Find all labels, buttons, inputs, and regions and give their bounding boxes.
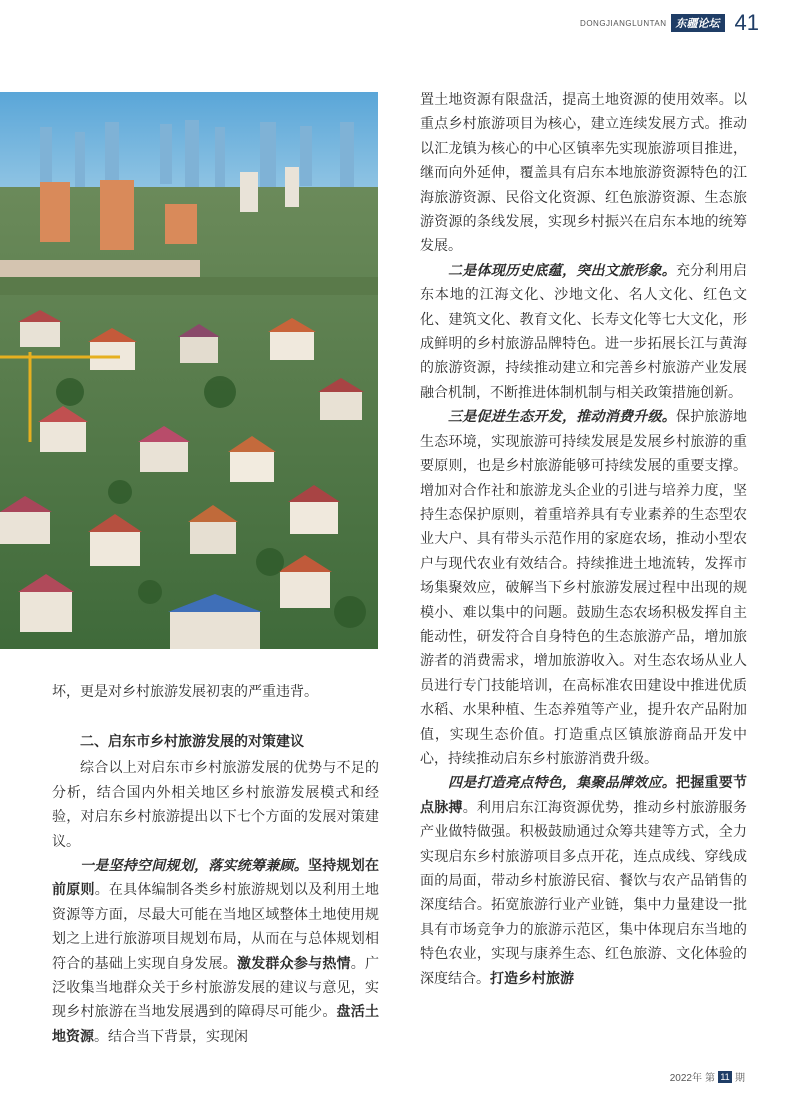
paragraph-text: 。利用启东江海资源优势，推动乡村旅游服务产业做特做强。积极鼓励通过众筹共建等方式，全力实现启东乡村旅游项目多点开花，连点成线、穿线成面的局面，带动乡村旅游民宿、餐饮与农产品销售的深度结合。拓宽旅游行业产业链，集中力量建设一批具有市场竞争力的旅游示范区，集中体现启东当地的特色农业，实现与康养生态、红色旅游、文化体验的深度结合。 <box>420 799 748 987</box>
bold-phrase: 打造乡村旅游 <box>490 970 574 987</box>
footer-year: 2022年 <box>669 1073 702 1084</box>
left-column <box>52 730 379 1049</box>
paragraph-text: 。结合当下背景，实现闲 <box>94 1028 248 1045</box>
paragraph-text: 。在具体编制各类乡村旅游规划以及利用土地资源等方面，尽最大可能在当地区域整体土地使用规划之上进行旅游项目规划布局，从而在与总体规划相符合的基础上实现自身发展。 <box>52 882 380 972</box>
town-photo-illustration <box>0 92 378 649</box>
bold-phrase: 盘活土地资源 <box>52 1004 380 1045</box>
footer-qi: 期 <box>735 1073 745 1084</box>
paragraph-text: 。广泛收集当地群众关于乡村旅游发展的建议与意见，实现乡村旅游在当地发展遇到的障碍尽可能少。 <box>52 955 380 1021</box>
point-lead: 二是体现历史底蕴，突出文旅形象。 <box>448 262 676 279</box>
paragraph <box>52 854 379 1049</box>
section-heading: 二、启东市乡村旅游发展的对策建议 <box>80 734 304 750</box>
paragraph-text: 保护旅游地生态环境，实现旅游可持续发展是发展乡村旅游的重要原则，也是乡村旅游能够可持续发展的重要支撑。增加对合作社和旅游龙头企业的引进与培养力度，坚持生态保护原则，着重培养具有专业素养的生态型农业大户、具有带头示范作用的家庭农场，推动小型农户与现代农业有效结合。持续推进土地流转，发挥市场集聚效应，破解当下乡村旅游发展过程中出现的规模小、难以集中的问题。鼓励生态农场积极发挥自主能动性，研发符合自身特色的生态旅游产品，增加旅游者的消费需求，增加旅游收入。对生态农场从业人员进行专门技能培训，在高标准农田建设中推进优质水稻、水果种植、生态养殖等产业，提升农产品附加值，实现生态价值。打造重点区镇旅游商品开发中心，持续推动启东乡村旅游消费升级。 <box>420 409 747 767</box>
point-lead: 四是打造亮点特色，集聚品牌效应。 <box>448 775 676 792</box>
issue-number: 11 <box>718 1071 732 1083</box>
paragraph <box>420 259 747 405</box>
point-lead: 三是促进生态开发，推动消费升级。 <box>448 409 676 426</box>
paragraph-text: 充分利用启东本地的江海文化、沙地文化、名人文化、红色文化、建筑文化、教育文化、长寿文化等七大文化，形成鲜明的乡村旅游品牌特色。进一步拓展长江与黄海的旅游资源，持续推动建立和完善乡村旅游产业发展融合机制，不断推进体制机制与相关政策措施创新。 <box>420 262 747 401</box>
town-aerial-photo <box>0 92 378 649</box>
paragraph: 置土地资源有限盘活，提高土地资源的使用效率。以重点乡村旅游项目为核心，建立连续发展方式。推动以汇龙镇为核心的中心区镇率先实现旅游项目推进，继而向外延伸，覆盖具有启东本地旅游资源特色的江海旅游资源、民俗文化资源、红色旅游资源、生态旅游资源的条线发展，实现乡村振兴在启东本地的统筹发展。 <box>420 92 747 255</box>
bold-phrase: 坚持规划在前原则 <box>52 858 379 899</box>
page-number: 41 <box>734 10 759 35</box>
point-lead: 一是坚持空间规划，落实统筹兼顾。 <box>80 858 308 875</box>
paragraph-continuation: 坏，更是对乡村旅游发展初衷的严重违背。 <box>52 684 318 700</box>
bold-phrase: 把握重要节点脉搏 <box>420 775 747 816</box>
paragraph <box>420 405 747 771</box>
journal-name-cn: 东疆论坛 <box>671 14 725 32</box>
paragraph: 综合以上对启东市乡村旅游发展的优势与不足的分析，结合国内外相关地区乡村旅游发展模式和经验，对启东乡村旅游提出以下七个方面的发展对策建议。 <box>52 760 379 850</box>
bold-phrase: 激发群众参与热情 <box>236 955 351 972</box>
page-header <box>580 10 759 36</box>
page-footer <box>670 1069 745 1084</box>
right-column <box>420 88 747 991</box>
paragraph <box>420 771 747 991</box>
footer-di: 第 <box>705 1073 715 1084</box>
left-column-top <box>52 680 379 704</box>
journal-name-en: DONGJIANGLUNTAN <box>580 18 667 28</box>
